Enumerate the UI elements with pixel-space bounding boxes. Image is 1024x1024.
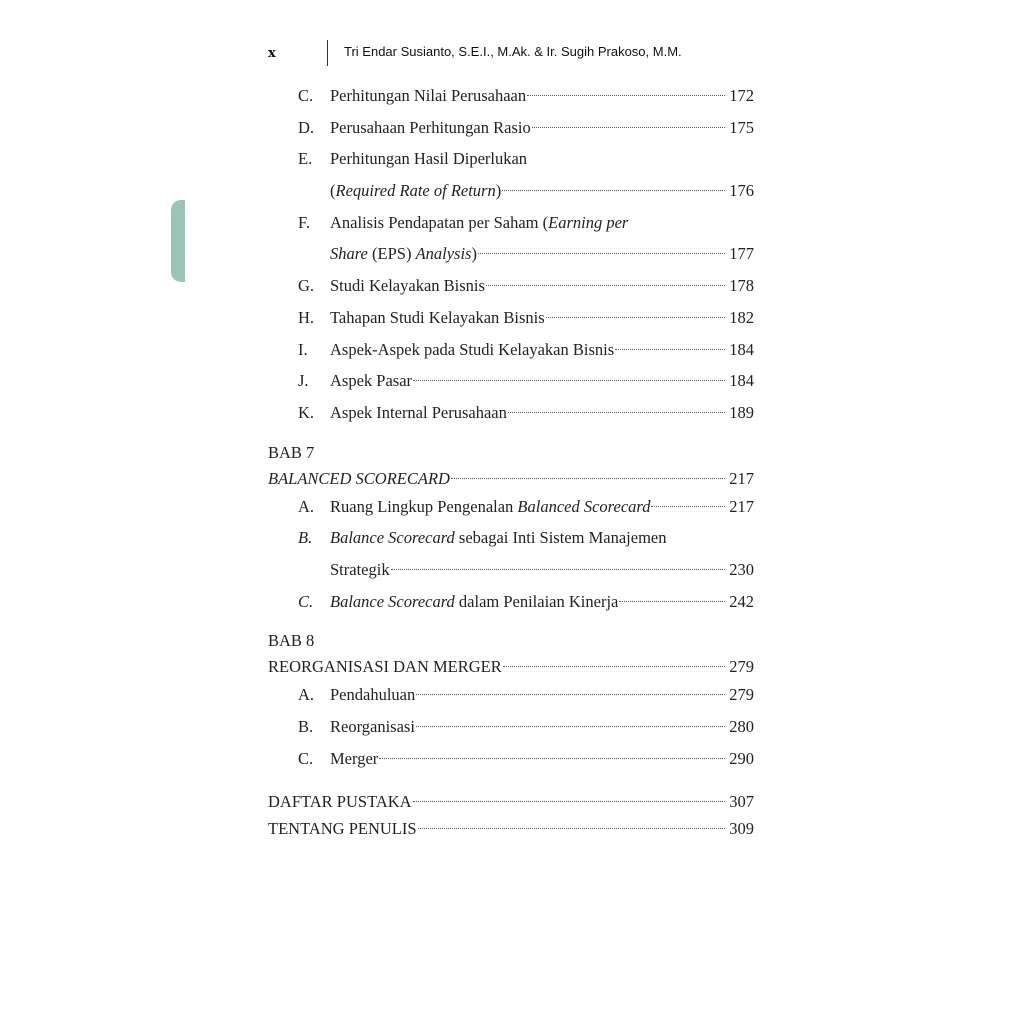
leader-dots xyxy=(508,411,725,413)
toc-title: DAFTAR PUSTAKA xyxy=(268,792,412,812)
toc-marker: B. xyxy=(298,528,313,548)
toc-entry-continuation xyxy=(268,238,754,270)
toc-page: 182 xyxy=(729,307,754,327)
leader-dots xyxy=(416,693,725,695)
toc-entry xyxy=(268,397,754,429)
toc-marker: G. xyxy=(298,276,315,296)
page-number: x xyxy=(268,46,276,61)
chapter-title: BALANCED SCORECARD xyxy=(268,468,450,488)
toc-title: Reorganisasi xyxy=(330,717,415,736)
toc-entry xyxy=(268,522,754,554)
toc-entry xyxy=(268,743,754,775)
toc-entry-continuation xyxy=(268,554,754,586)
toc-title: Analisis Pendapatan per Saham (Earning per xyxy=(330,212,629,232)
toc-page: 279 xyxy=(729,685,754,705)
toc-page: 189 xyxy=(729,402,754,422)
leader-dots xyxy=(619,600,725,602)
leader-dots xyxy=(503,665,725,667)
toc-entry-continuation xyxy=(268,175,754,207)
toc-page: 176 xyxy=(729,181,754,201)
leader-dots xyxy=(418,827,725,829)
toc-page: 307 xyxy=(729,792,754,812)
chapter-title-entry xyxy=(268,655,754,679)
leader-dots xyxy=(379,757,725,759)
toc-entry xyxy=(268,491,754,523)
toc-page: 279 xyxy=(729,657,754,677)
leader-dots xyxy=(546,316,725,318)
leader-dots xyxy=(413,379,725,381)
table-of-contents xyxy=(268,80,754,842)
toc-entry xyxy=(268,143,754,175)
toc-marker: F. xyxy=(298,212,310,232)
back-matter-entry xyxy=(268,815,754,842)
toc-title: Balance Scorecard sebagai Inti Sistem Manajemen xyxy=(330,528,667,548)
toc-page: 230 xyxy=(729,559,754,579)
toc-title: Strategik xyxy=(330,559,390,579)
leader-dots xyxy=(478,252,725,254)
leader-dots xyxy=(532,126,725,128)
toc-marker: I. xyxy=(298,339,308,359)
leader-dots xyxy=(651,505,725,507)
chapter-label: BAB 7 xyxy=(268,442,315,462)
toc-marker: A. xyxy=(298,685,315,705)
toc-entry xyxy=(268,334,754,366)
toc-page: 290 xyxy=(729,748,754,768)
toc-marker: C. xyxy=(298,748,314,768)
toc-marker: H. xyxy=(298,307,315,327)
toc-page: 172 xyxy=(729,86,754,105)
header-divider xyxy=(327,40,328,66)
toc-title: Perhitungan Hasil Diperlukan xyxy=(330,149,528,169)
toc-entry xyxy=(268,302,754,334)
leader-dots xyxy=(615,348,725,350)
toc-entry xyxy=(268,112,754,144)
toc-entry xyxy=(268,679,754,711)
toc-title: Pendahuluan xyxy=(330,685,416,705)
toc-entry xyxy=(268,586,754,618)
toc-page: 184 xyxy=(729,339,754,359)
toc-title: Aspek Internal Perusahaan xyxy=(330,402,507,422)
toc-page: 242 xyxy=(729,591,754,611)
chapter-label: BAB 8 xyxy=(268,631,315,651)
chapter-title: REORGANISASI DAN MERGER xyxy=(268,657,502,677)
toc-entry xyxy=(268,80,754,112)
toc-marker: C. xyxy=(298,591,314,611)
leader-dots xyxy=(451,477,725,479)
toc-marker: D. xyxy=(298,117,315,137)
toc-page: 175 xyxy=(729,117,754,137)
leader-dots xyxy=(413,800,725,802)
toc-title: Ruang Lingkup Pengenalan Balanced Scorecard xyxy=(330,496,651,516)
toc-entry xyxy=(268,207,754,239)
leader-dots xyxy=(527,94,725,96)
toc-title: Tahapan Studi Kelayakan Bisnis xyxy=(330,307,545,327)
toc-title: Studi Kelayakan Bisnis xyxy=(330,276,485,296)
toc-marker: E. xyxy=(298,149,313,169)
toc-title: Share (EPS) Analysis) xyxy=(330,244,477,264)
toc-entry xyxy=(268,365,754,397)
toc-entry xyxy=(268,270,754,302)
toc-page: 178 xyxy=(729,276,754,296)
toc-title: Merger xyxy=(330,748,379,768)
toc-page: 184 xyxy=(729,371,754,391)
leader-dots xyxy=(502,189,725,191)
toc-page: 309 xyxy=(729,819,754,839)
toc-title: Perhitungan Nilai Perusahaan xyxy=(330,86,527,105)
running-header xyxy=(268,40,758,68)
header-author: Tri Endar Susianto, S.E.I., M.Ak. & Ir. Sugih Prakoso, M.M. xyxy=(344,44,682,59)
toc-title: Perusahaan Perhitungan Rasio xyxy=(330,117,531,137)
leader-dots xyxy=(416,725,725,727)
toc-entry xyxy=(268,711,754,743)
toc-marker: K. xyxy=(298,402,315,422)
toc-marker: B. xyxy=(298,717,314,736)
toc-marker: A. xyxy=(298,496,315,516)
toc-page: 177 xyxy=(729,244,754,264)
toc-title: Balance Scorecard dalam Penilaian Kinerja xyxy=(330,591,619,611)
leader-dots xyxy=(391,568,725,570)
back-matter-entry xyxy=(268,788,754,815)
toc-marker: C. xyxy=(298,86,314,105)
toc-title: Aspek-Aspek pada Studi Kelayakan Bisnis xyxy=(330,339,615,359)
page-tab-marker xyxy=(171,200,185,282)
leader-dots xyxy=(486,284,725,286)
toc-title: Aspek Pasar xyxy=(330,371,413,391)
toc-page: 217 xyxy=(729,468,754,488)
toc-title: TENTANG PENULIS xyxy=(268,819,417,839)
toc-page: 280 xyxy=(729,717,754,736)
toc-title: (Required Rate of Return) xyxy=(330,181,502,201)
toc-page: 217 xyxy=(729,496,754,516)
toc-marker: J. xyxy=(298,371,309,391)
chapter-title-entry xyxy=(268,467,754,491)
